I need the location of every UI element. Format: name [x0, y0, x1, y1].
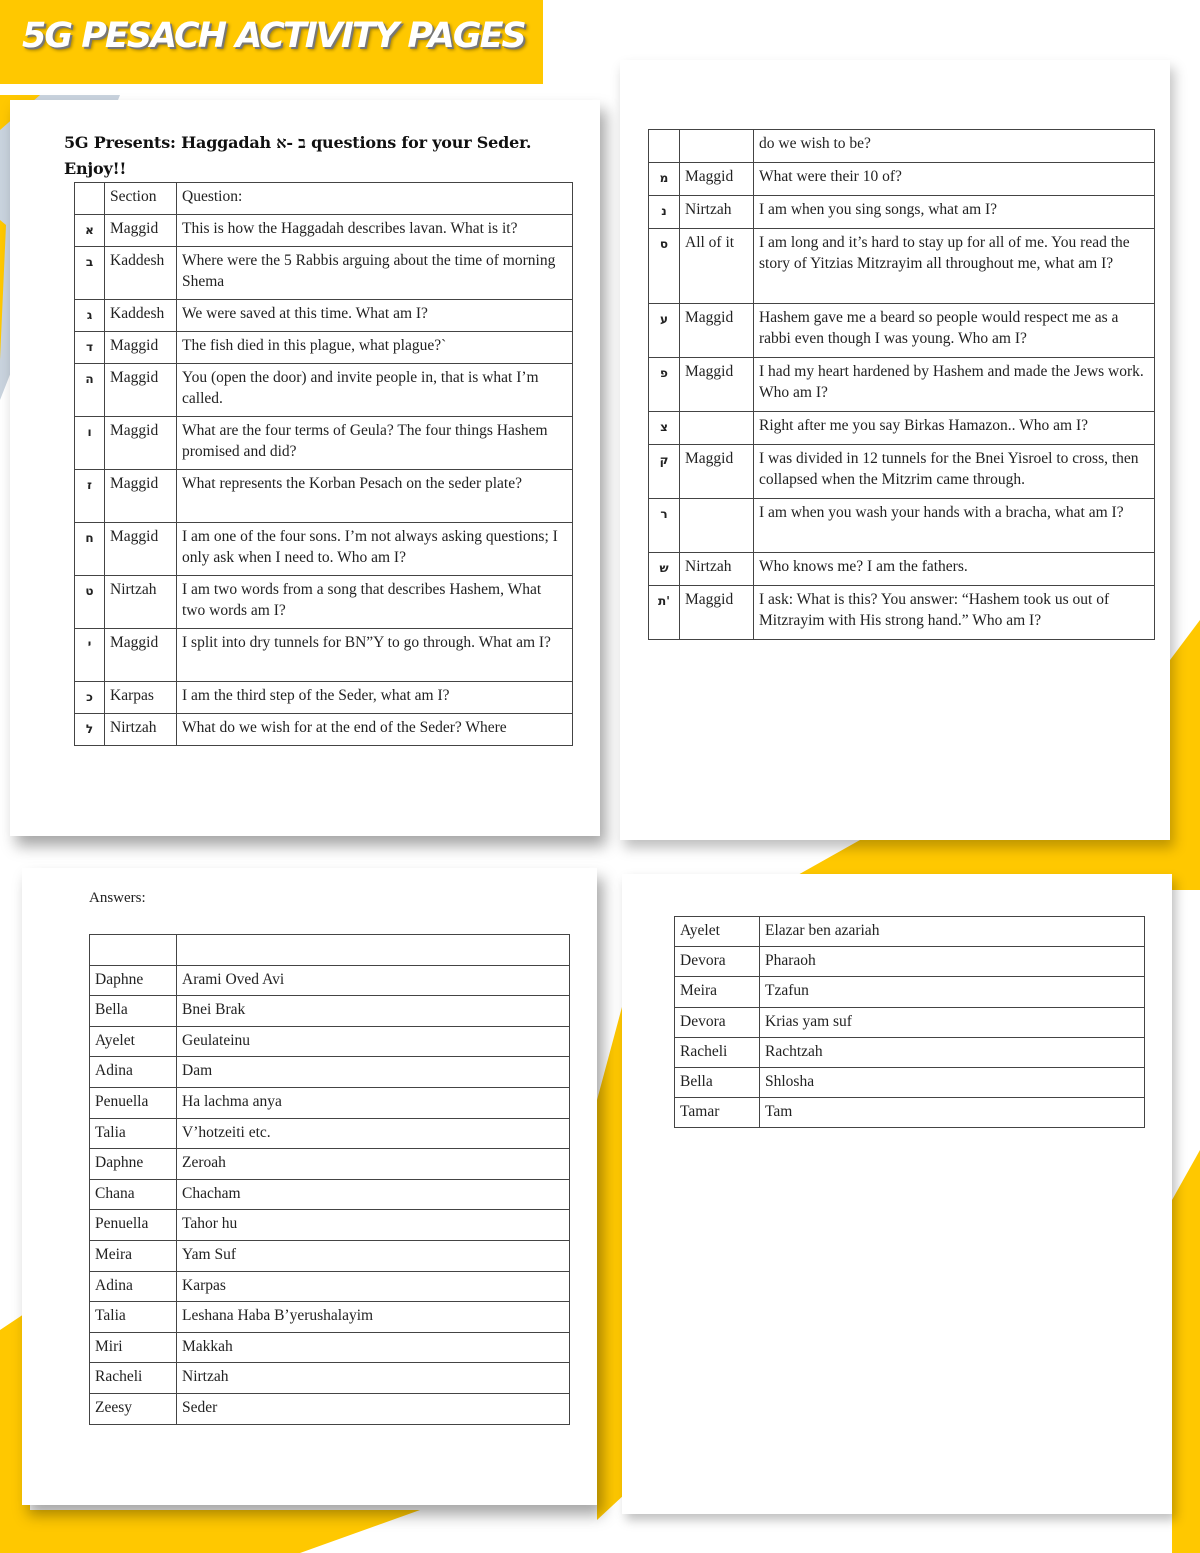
letter-cell: ס	[649, 229, 680, 304]
question-cell: What are the four terms of Geula? The four things Hashem promised and did?	[177, 417, 573, 470]
section-cell: Maggid	[680, 586, 754, 640]
table-row	[90, 1026, 570, 1057]
table-row	[75, 523, 573, 576]
name-cell: Talia	[90, 1302, 177, 1333]
table-row	[649, 412, 1155, 445]
letter-cell	[649, 130, 680, 163]
section-cell: Nirtzah	[105, 576, 177, 629]
table-row	[75, 247, 573, 300]
table-row	[90, 1393, 570, 1424]
answers-label: Answers:	[89, 890, 146, 906]
letter-cell: ע	[649, 304, 680, 358]
table-row	[75, 470, 573, 523]
answer-cell: Geulateinu	[177, 1026, 570, 1057]
answer-cell: Tam	[760, 1098, 1145, 1128]
question-cell: Where were the 5 Rabbis arguing about the time of morning Shema	[177, 247, 573, 300]
header-answer-cell	[177, 935, 570, 966]
header-section-cell: Section	[105, 183, 177, 215]
name-cell: Zeesy	[90, 1393, 177, 1424]
table-row	[90, 965, 570, 996]
page-heading	[64, 130, 564, 182]
letter-cell: ד	[75, 332, 105, 364]
name-cell: Ayelet	[90, 1026, 177, 1057]
table-row	[90, 1302, 570, 1333]
name-cell: Tamar	[675, 1098, 760, 1128]
name-cell: Bella	[675, 1067, 760, 1097]
section-cell: Nirtzah	[680, 553, 754, 586]
table-row	[90, 1271, 570, 1302]
table-row	[649, 229, 1155, 304]
table-row	[649, 553, 1155, 586]
name-cell: Devora	[675, 947, 760, 977]
table-row	[75, 629, 573, 682]
letter-cell: פ	[649, 358, 680, 412]
section-cell: Kaddesh	[105, 300, 177, 332]
table-row	[75, 215, 573, 247]
table-row	[90, 1240, 570, 1271]
question-cell: I ask: What is this? You answer: “Hashem took us out of Mitzrayim with His strong hand.” Who am I?	[754, 586, 1155, 640]
section-cell: Maggid	[680, 358, 754, 412]
question-cell: I am two words from a song that describes Hashem, What two words am I?	[177, 576, 573, 629]
section-cell: Kaddesh	[105, 247, 177, 300]
table-row	[649, 163, 1155, 196]
table-row	[90, 1363, 570, 1394]
name-cell: Adina	[90, 1271, 177, 1302]
name-cell: Ayelet	[675, 917, 760, 947]
section-cell: Nirtzah	[680, 196, 754, 229]
section-cell: Maggid	[680, 163, 754, 196]
section-cell: Nirtzah	[105, 714, 177, 746]
question-cell: I am when you sing songs, what am I?	[754, 196, 1155, 229]
yellow-stripe-bottom-right	[1172, 1150, 1200, 1553]
question-cell: The fish died in this plague, what plague?`	[177, 332, 573, 364]
question-cell: Right after me you say Birkas Hamazon.. Who am I?	[754, 412, 1155, 445]
questions-table-2	[648, 129, 1155, 640]
table-row	[649, 586, 1155, 640]
table-row	[675, 977, 1145, 1007]
table-row	[649, 499, 1155, 553]
question-cell: I had my heart hardened by Hashem and made the Jews work. Who am I?	[754, 358, 1155, 412]
letter-cell: ט	[75, 576, 105, 629]
table-row	[90, 1118, 570, 1149]
table-row	[675, 1067, 1145, 1097]
answer-cell: Elazar ben azariah	[760, 917, 1145, 947]
answer-cell: Karpas	[177, 1271, 570, 1302]
answer-cell: Ha lachma anya	[177, 1087, 570, 1118]
section-cell: Maggid	[105, 364, 177, 417]
answer-cell: Seder	[177, 1393, 570, 1424]
table-row	[675, 917, 1145, 947]
name-cell: Penuella	[90, 1087, 177, 1118]
answer-cell: V’hotzeiti etc.	[177, 1118, 570, 1149]
heading-line-1: 5G Presents: Haggadah ב -א questions for your Seder.	[64, 133, 532, 152]
answer-cell: Krias yam suf	[760, 1007, 1145, 1037]
section-cell	[680, 499, 754, 553]
letter-cell: מ	[649, 163, 680, 196]
table-row	[90, 1210, 570, 1241]
section-cell: Maggid	[105, 417, 177, 470]
answer-cell: Dam	[177, 1057, 570, 1088]
letter-cell: ש	[649, 553, 680, 586]
table-row	[675, 1037, 1145, 1067]
section-cell: All of it	[680, 229, 754, 304]
question-cell: What were their 10 of?	[754, 163, 1155, 196]
letter-cell: כ	[75, 682, 105, 714]
answers-table-1	[89, 934, 570, 1425]
name-cell: Meira	[90, 1240, 177, 1271]
question-cell: You (open the door) and invite people in, that is what I’m called.	[177, 364, 573, 417]
section-cell: Maggid	[105, 332, 177, 364]
banner-title: 5G PESACH ACTIVITY PAGES	[22, 16, 525, 56]
question-cell: Who knows me? I am the fathers.	[754, 553, 1155, 586]
table-row	[90, 1332, 570, 1363]
name-cell: Daphne	[90, 965, 177, 996]
name-cell: Devora	[675, 1007, 760, 1037]
answer-cell: Chacham	[177, 1179, 570, 1210]
title-banner	[0, 0, 543, 84]
name-cell: Chana	[90, 1179, 177, 1210]
answer-cell: Rachtzah	[760, 1037, 1145, 1067]
answer-cell: Pharaoh	[760, 947, 1145, 977]
letter-cell: ב	[75, 247, 105, 300]
letter-cell: ל	[75, 714, 105, 746]
letter-cell: ז	[75, 470, 105, 523]
header-letter-cell	[75, 183, 105, 215]
answer-cell: Tzafun	[760, 977, 1145, 1007]
name-cell: Bella	[90, 996, 177, 1027]
section-cell: Maggid	[105, 523, 177, 576]
table-row	[75, 714, 573, 746]
answer-cell: Leshana Haba B’yerushalayim	[177, 1302, 570, 1333]
letter-cell: א	[75, 215, 105, 247]
question-cell: What do we wish for at the end of the Seder? Where	[177, 714, 573, 746]
table-row	[649, 196, 1155, 229]
letter-cell: ח	[75, 523, 105, 576]
question-cell: Hashem gave me a beard so people would respect me as a rabbi even though I was young. Who am I?	[754, 304, 1155, 358]
table-row	[649, 445, 1155, 499]
table-row	[75, 364, 573, 417]
letter-cell: ת'	[649, 586, 680, 640]
table-row	[75, 682, 573, 714]
table-row	[675, 1098, 1145, 1128]
section-cell: Maggid	[105, 629, 177, 682]
letter-cell: ו	[75, 417, 105, 470]
table-row	[90, 1149, 570, 1180]
section-cell	[680, 412, 754, 445]
questions-table-1	[74, 182, 573, 746]
answers-table-2	[674, 916, 1145, 1128]
name-cell: Miri	[90, 1332, 177, 1363]
header-question-cell: Question:	[177, 183, 573, 215]
question-cell: I split into dry tunnels for BN”Y to go through. What am I?	[177, 629, 573, 682]
table-row	[75, 332, 573, 364]
answer-cell: Makkah	[177, 1332, 570, 1363]
letter-cell: נ	[649, 196, 680, 229]
question-cell: What represents the Korban Pesach on the seder plate?	[177, 470, 573, 523]
question-cell: I am the third step of the Seder, what am I?	[177, 682, 573, 714]
answer-cell: Shlosha	[760, 1067, 1145, 1097]
name-cell: Meira	[675, 977, 760, 1007]
letter-cell: י	[75, 629, 105, 682]
table-row	[649, 130, 1155, 163]
section-cell: Maggid	[680, 304, 754, 358]
answer-cell: Arami Oved Avi	[177, 965, 570, 996]
question-cell: I was divided in 12 tunnels for the Bnei Yisroel to cross, then collapsed when the Mitzrim came through.	[754, 445, 1155, 499]
answer-cell: Nirtzah	[177, 1363, 570, 1394]
table-row	[90, 1057, 570, 1088]
section-cell: Maggid	[105, 470, 177, 523]
section-cell: Maggid	[680, 445, 754, 499]
name-cell: Racheli	[675, 1037, 760, 1067]
question-cell: I am when you wash your hands with a bracha, what am I?	[754, 499, 1155, 553]
table-row	[90, 996, 570, 1027]
question-cell: I am one of the four sons. I’m not always asking questions; I only ask when I need to. Who am I?	[177, 523, 573, 576]
table-row	[675, 947, 1145, 977]
table-header-row	[75, 183, 573, 215]
table-row	[675, 1007, 1145, 1037]
section-cell	[680, 130, 754, 163]
letter-cell: ק	[649, 445, 680, 499]
table-row	[75, 417, 573, 470]
table-row	[649, 304, 1155, 358]
letter-cell: ה	[75, 364, 105, 417]
answer-cell: Zeroah	[177, 1149, 570, 1180]
answer-cell: Yam Suf	[177, 1240, 570, 1271]
table-row	[90, 1087, 570, 1118]
question-cell: We were saved at this time. What am I?	[177, 300, 573, 332]
letter-cell: צ	[649, 412, 680, 445]
letter-cell: ג	[75, 300, 105, 332]
question-cell: do we wish to be?	[754, 130, 1155, 163]
section-cell: Maggid	[105, 215, 177, 247]
name-cell: Penuella	[90, 1210, 177, 1241]
table-header-row	[90, 935, 570, 966]
answer-cell: Tahor hu	[177, 1210, 570, 1241]
table-row	[90, 1179, 570, 1210]
table-row	[649, 358, 1155, 412]
question-cell: I am long and it’s hard to stay up for all of me. You read the story of Yitzias Mitzrayim all throughout me, what am I?	[754, 229, 1155, 304]
name-cell: Racheli	[90, 1363, 177, 1394]
question-cell: This is how the Haggadah describes lavan. What is it?	[177, 215, 573, 247]
section-cell: Karpas	[105, 682, 177, 714]
answer-cell: Bnei Brak	[177, 996, 570, 1027]
name-cell: Daphne	[90, 1149, 177, 1180]
heading-line-2: Enjoy!!	[64, 159, 127, 178]
header-name-cell	[90, 935, 177, 966]
table-row	[75, 576, 573, 629]
name-cell: Adina	[90, 1057, 177, 1088]
letter-cell: ר	[649, 499, 680, 553]
name-cell: Talia	[90, 1118, 177, 1149]
table-row	[75, 300, 573, 332]
